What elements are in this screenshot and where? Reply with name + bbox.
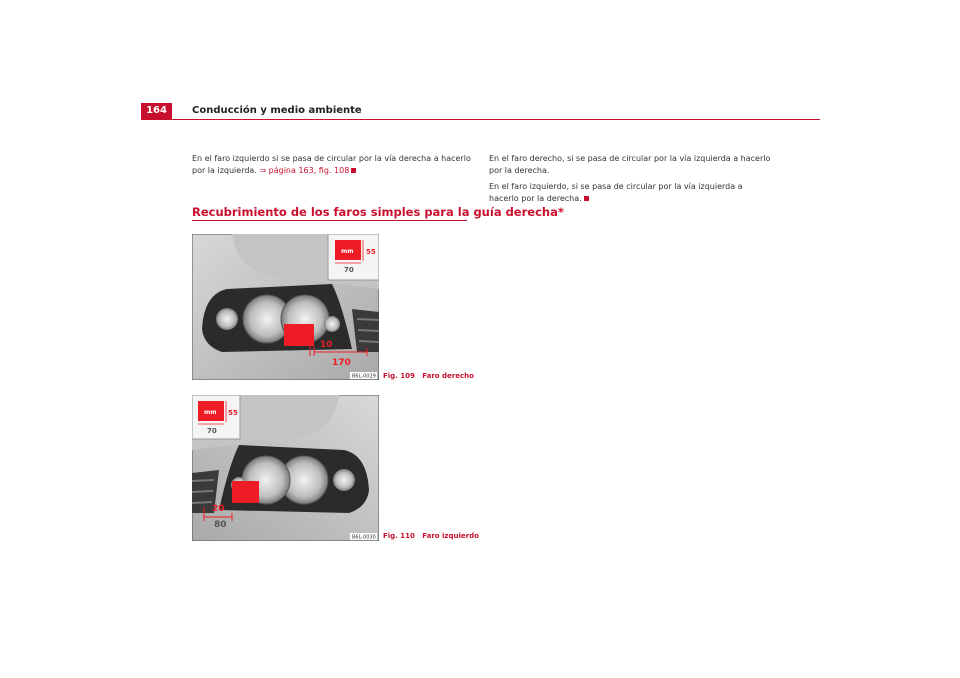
legend-unit-label: mm: [341, 248, 354, 255]
legend-dim-bottom: 70: [207, 427, 217, 435]
mask-patch: [284, 324, 314, 346]
figure-code: B6L-0030: [352, 534, 376, 541]
end-of-section-marker: [584, 196, 589, 201]
intro-paragraph: [192, 153, 472, 177]
right-paragraph-1: En el faro derecho, si se pasa de circular por la vía izquierda a hacerlo por la derecha.: [489, 154, 771, 175]
end-of-section-marker: [351, 168, 356, 173]
legend-dim-right: 55: [228, 409, 238, 417]
intro-text: En el faro izquierdo si se pasa de circular por la vía derecha a hacerlo por la izquierda.: [192, 154, 471, 175]
legend-unit-label: mm: [204, 409, 217, 416]
dim-width-label: 80: [214, 520, 227, 530]
right-paragraph-2: [489, 181, 771, 205]
figure-caption-text: Faro derecho: [422, 372, 474, 380]
figure-caption: [383, 532, 479, 540]
figure-right-headlight: [192, 234, 379, 380]
section-title: Recubrimiento de los faros simples para la guía derecha*: [192, 205, 564, 219]
figure-number: Fig. 110: [383, 532, 415, 540]
chapter-title: Conducción y medio ambiente: [192, 105, 362, 116]
section-rule: [192, 220, 467, 221]
page-reference-link[interactable]: ⇒ página 163, fig. 108: [259, 166, 350, 175]
legend-dim-right: 55: [366, 248, 376, 256]
figure-caption-text: Faro izquierdo: [422, 532, 479, 540]
mask-patch: [232, 481, 259, 503]
figure-caption: [383, 372, 474, 380]
figure-left-headlight: [192, 395, 379, 541]
right-headlight-illustration: [192, 234, 379, 380]
dim-height-label: 10: [320, 340, 333, 350]
right-paragraph-2-text: En el faro izquierdo, si se pasa de circular por la vía izquierda a hacerlo por la derecha.: [489, 182, 743, 203]
dim-width-label: 170: [332, 358, 351, 368]
left-headlight-illustration: [192, 395, 379, 541]
page-number: 164: [141, 103, 172, 119]
figure-number: Fig. 109: [383, 372, 415, 380]
dim-height-label: 20: [212, 504, 225, 514]
legend-dim-bottom: 70: [344, 266, 354, 274]
figure-code: B6L-0029: [352, 373, 376, 380]
